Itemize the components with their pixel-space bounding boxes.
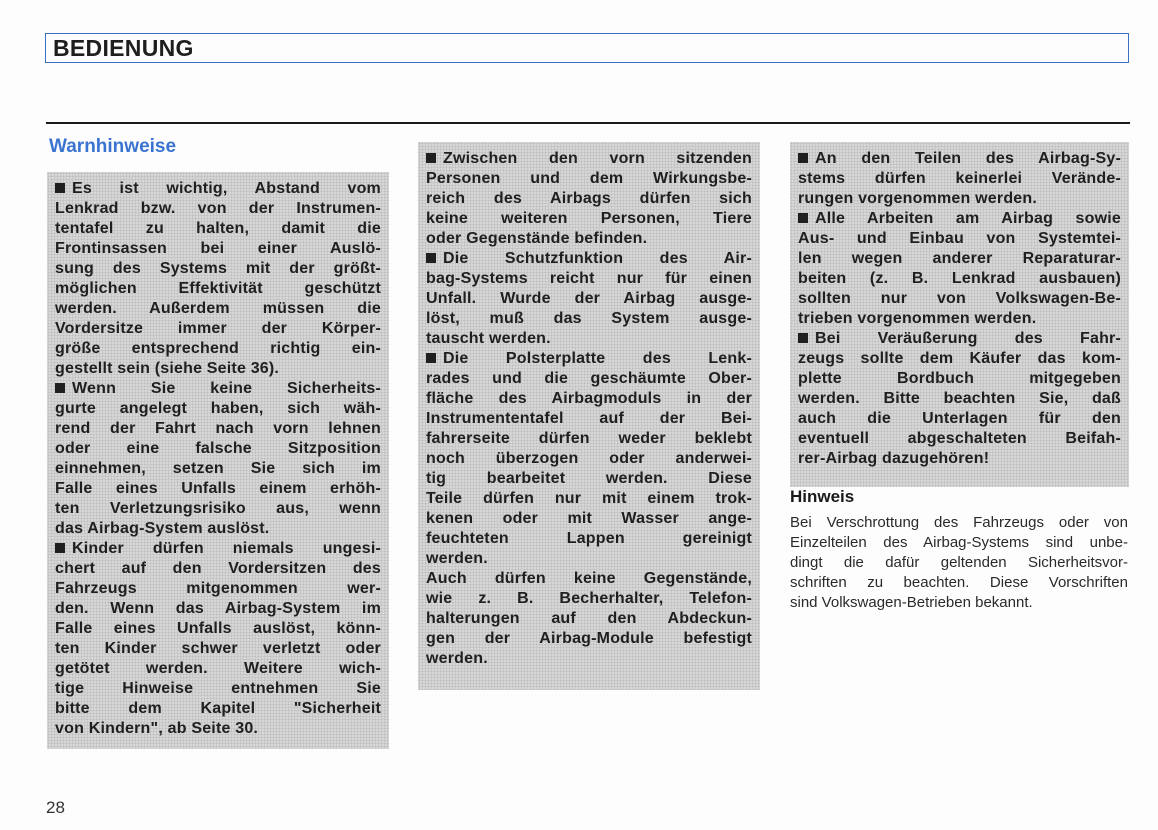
text-line-content: den. Wenn das Airbag-System im	[55, 600, 381, 617]
text-line-content: chert auf den Vordersitzen des	[55, 560, 381, 577]
text-line-content: halterungen auf den Abdeckun-	[426, 610, 752, 627]
warning-paragraph	[426, 249, 752, 349]
text-line	[55, 479, 381, 499]
text-line-content: fläche des Airbagmoduls in der	[426, 390, 752, 407]
text-line	[426, 249, 752, 269]
text-line-content: Unfall. Wurde der Airbag ausge-	[426, 290, 752, 307]
text-line-content: Zwischen den vorn sitzenden	[443, 150, 752, 167]
text-line-content: werden.	[426, 550, 488, 567]
text-line	[798, 149, 1121, 169]
text-line-content: feuchteten Lappen gereinigt	[426, 530, 752, 547]
text-line-content: von Kindern", ab Seite 30.	[55, 720, 259, 737]
text-line	[426, 409, 752, 429]
warning-box-column-1	[47, 172, 389, 749]
bullet-square-icon	[55, 183, 65, 193]
text-line-content: fahrerseite dürfen weder beklebt	[426, 430, 752, 447]
warning-paragraph	[426, 349, 752, 569]
warning-box-column-3	[790, 142, 1129, 487]
text-line	[426, 629, 752, 649]
text-line-content: Aus- und Einbau von Systemtei-	[798, 230, 1121, 247]
section-divider	[46, 122, 1130, 124]
text-line-content: Personen und dem Wirkungsbe-	[426, 170, 752, 187]
text-line-content: tauscht werden.	[426, 330, 551, 347]
text-line	[798, 449, 1121, 469]
text-line	[798, 349, 1121, 369]
text-line	[798, 369, 1121, 389]
warning-paragraph	[798, 209, 1121, 329]
warning-paragraph	[426, 569, 752, 669]
text-line	[55, 599, 381, 619]
text-line-content: keine weiteren Personen, Tiere	[426, 210, 752, 227]
text-line	[798, 429, 1121, 449]
text-line	[426, 389, 752, 409]
text-line	[426, 369, 752, 389]
bullet-square-icon	[798, 213, 808, 223]
text-line-content: Die Polsterplatte des Lenk-	[443, 350, 752, 367]
bullet-square-icon	[426, 253, 436, 263]
text-line	[426, 289, 752, 309]
note-line: sind Volkswagen-Betrieben bekannt.	[790, 594, 1033, 611]
page-number: 28	[46, 798, 65, 817]
text-line	[426, 429, 752, 449]
text-line-content: rend der Fahrt nach vorn lehnen	[55, 420, 381, 437]
text-line	[55, 579, 381, 599]
bullet-square-icon	[426, 353, 436, 363]
text-line	[426, 649, 752, 669]
text-line-content: gestellt sein (siehe Seite 36).	[55, 360, 280, 377]
text-line-content: löst, muß das System ausge-	[426, 310, 752, 327]
text-line-content: werden.	[426, 650, 488, 667]
note-line: Bei Verschrottung des Fahrzeugs oder von	[790, 514, 1128, 531]
text-line-content: werden. Bitte beachten Sie, daß	[798, 390, 1121, 407]
text-line-content: Instrumententafel auf der Bei-	[426, 410, 752, 427]
chapter-title: BEDIENUNG	[53, 35, 194, 61]
text-line-content: rungen vorgenommen werden.	[798, 190, 1038, 207]
text-line-content: tentafel zu halten, damit die	[55, 220, 381, 237]
warning-box-column-2	[418, 142, 760, 690]
text-line	[426, 449, 752, 469]
text-line-content: tig bearbeitet werden. Diese	[426, 470, 752, 487]
text-line-content: ten Verletzungsrisiko aus, wenn	[55, 500, 381, 517]
text-line	[55, 439, 381, 459]
text-line	[55, 459, 381, 479]
text-line-content: Frontinsassen bei einer Auslö-	[55, 240, 381, 257]
text-line	[798, 269, 1121, 289]
text-line-content: das Airbag-System auslöst.	[55, 520, 270, 537]
text-line	[55, 619, 381, 639]
text-line-content: getötet werden. Weitere wich-	[55, 660, 381, 677]
text-line	[798, 389, 1121, 409]
text-line	[55, 279, 381, 299]
text-line	[798, 409, 1121, 429]
text-line	[798, 329, 1121, 349]
text-line-content: Falle eines Unfalls einem erhöh-	[55, 480, 381, 497]
text-line	[55, 679, 381, 699]
text-line	[426, 269, 752, 289]
text-line	[55, 339, 381, 359]
text-line-content: Es ist wichtig, Abstand vom	[72, 180, 381, 197]
text-line	[55, 719, 381, 739]
text-line-content: trieben vorgenommen werden.	[798, 310, 1037, 327]
text-line-content: bitte dem Kapitel "Sicherheit	[55, 700, 381, 717]
text-line-content: noch überzogen oder anderwei-	[426, 450, 752, 467]
bullet-square-icon	[55, 383, 65, 393]
text-line-content: rer-Airbag dazugehören!	[798, 450, 990, 467]
text-line	[426, 489, 752, 509]
text-line	[426, 329, 752, 349]
text-line-content: stems dürfen keinerlei Verände-	[798, 170, 1121, 187]
section-title: Warnhinweise	[49, 136, 177, 157]
text-line-content: sung des Systems mit der größt-	[55, 260, 381, 277]
text-line-content: Lenkrad bzw. von der Instrumen-	[55, 200, 381, 217]
text-line	[55, 299, 381, 319]
text-line	[426, 509, 752, 529]
text-line-content: einnehmen, setzen Sie sich im	[55, 460, 381, 477]
text-line-content: eventuell abgeschalteten Beifah-	[798, 430, 1121, 447]
text-line	[426, 529, 752, 549]
note-line: dingt die dafür geltenden Sicherheitsvor-	[790, 554, 1128, 571]
text-line-content: oder Gegenstände befinden.	[426, 230, 648, 247]
text-line-content: sollten nur von Volkswagen-Be-	[798, 290, 1121, 307]
text-line	[55, 499, 381, 519]
text-line-content: Falle eines Unfalls auslöst, könn-	[55, 620, 381, 637]
text-line	[426, 349, 752, 369]
text-line-content: größe entsprechend richtig ein-	[55, 340, 381, 357]
warning-paragraph	[426, 149, 752, 249]
text-line-content: Kinder dürfen niemals ungesi-	[72, 540, 381, 557]
text-line-content: oder eine falsche Sitzposition	[55, 440, 381, 457]
warning-paragraph	[55, 179, 381, 379]
text-line-content: reich des Airbags dürfen sich	[426, 190, 752, 207]
text-line-content: Vordersitze immer der Körper-	[55, 320, 381, 337]
note-line: schriften zu beachten. Diese Vorschriften	[790, 574, 1128, 591]
text-line-content: Bei Veräußerung des Fahr-	[815, 330, 1121, 347]
note-line: Einzelteilen des Airbag-Systems sind unbe-	[790, 534, 1128, 551]
text-line	[55, 319, 381, 339]
warning-paragraph	[55, 539, 381, 739]
text-line	[55, 259, 381, 279]
text-line	[55, 379, 381, 399]
text-line	[55, 219, 381, 239]
text-line-content: auch die Unterlagen für den	[798, 410, 1121, 427]
text-line	[426, 589, 752, 609]
text-line-content: gurte angelegt haben, sich wäh-	[55, 400, 381, 417]
text-line	[426, 209, 752, 229]
text-line	[55, 239, 381, 259]
text-line	[55, 659, 381, 679]
text-line	[798, 309, 1121, 329]
text-line-content: tige Hinweise entnehmen Sie	[55, 680, 381, 697]
warning-paragraph	[55, 379, 381, 539]
text-line-content: plette Bordbuch mitgegeben	[798, 370, 1121, 387]
text-line	[55, 699, 381, 719]
text-line-content: len wegen anderer Reparaturar-	[798, 250, 1121, 267]
text-line-content: ten Kinder schwer verletzt oder	[55, 640, 381, 657]
text-line-content: Wenn Sie keine Sicherheits-	[72, 380, 381, 397]
note-title: Hinweis	[790, 487, 855, 506]
text-line-content: Alle Arbeiten am Airbag sowie	[815, 210, 1121, 227]
text-line-content: wie z. B. Becherhalter, Telefon-	[426, 590, 752, 607]
text-line	[426, 549, 752, 569]
text-line	[426, 149, 752, 169]
warning-paragraph	[798, 149, 1121, 209]
text-line-content: rades und die geschäumte Ober-	[426, 370, 752, 387]
text-line	[55, 559, 381, 579]
text-line	[55, 539, 381, 559]
bullet-square-icon	[55, 543, 65, 553]
text-line-content: gen der Airbag-Module befestigt	[426, 630, 752, 647]
text-line	[798, 169, 1121, 189]
text-line	[55, 199, 381, 219]
text-line	[55, 179, 381, 199]
text-line-content: kenen oder mit Wasser ange-	[426, 510, 752, 527]
text-line	[55, 419, 381, 439]
text-line-content: An den Teilen des Airbag-Sy-	[815, 150, 1121, 167]
text-line	[798, 289, 1121, 309]
warning-paragraph	[798, 329, 1121, 469]
text-line-content: werden. Außerdem müssen die	[55, 300, 381, 317]
text-line	[426, 469, 752, 489]
text-line-content: Teile dürfen nur mit einem trok-	[426, 490, 752, 507]
text-line-content: möglichen Effektivität geschützt	[55, 280, 381, 297]
chapter-header	[45, 33, 1129, 63]
text-line	[426, 609, 752, 629]
text-line	[798, 249, 1121, 269]
text-line	[55, 639, 381, 659]
text-line	[426, 569, 752, 589]
text-line-content: zeugs sollte dem Käufer das kom-	[798, 350, 1121, 367]
text-line	[798, 189, 1121, 209]
text-line	[426, 169, 752, 189]
text-line	[426, 229, 752, 249]
text-line	[798, 209, 1121, 229]
text-line-content: Auch dürfen keine Gegenstände,	[426, 570, 752, 587]
bullet-square-icon	[798, 153, 808, 163]
text-line	[426, 189, 752, 209]
text-line	[55, 359, 381, 379]
text-line-content: Fahrzeugs mitgenommen wer-	[55, 580, 381, 597]
note-body	[790, 513, 1128, 613]
text-line-content: Die Schutzfunktion des Air-	[443, 250, 752, 267]
bullet-square-icon	[426, 153, 436, 163]
text-line	[426, 309, 752, 329]
text-line	[55, 399, 381, 419]
text-line-content: beiten (z. B. Lenkrad ausbauen)	[798, 270, 1121, 287]
text-line	[55, 519, 381, 539]
text-line	[798, 229, 1121, 249]
bullet-square-icon	[798, 333, 808, 343]
text-line-content: bag-Systems reicht nur für einen	[426, 270, 752, 287]
